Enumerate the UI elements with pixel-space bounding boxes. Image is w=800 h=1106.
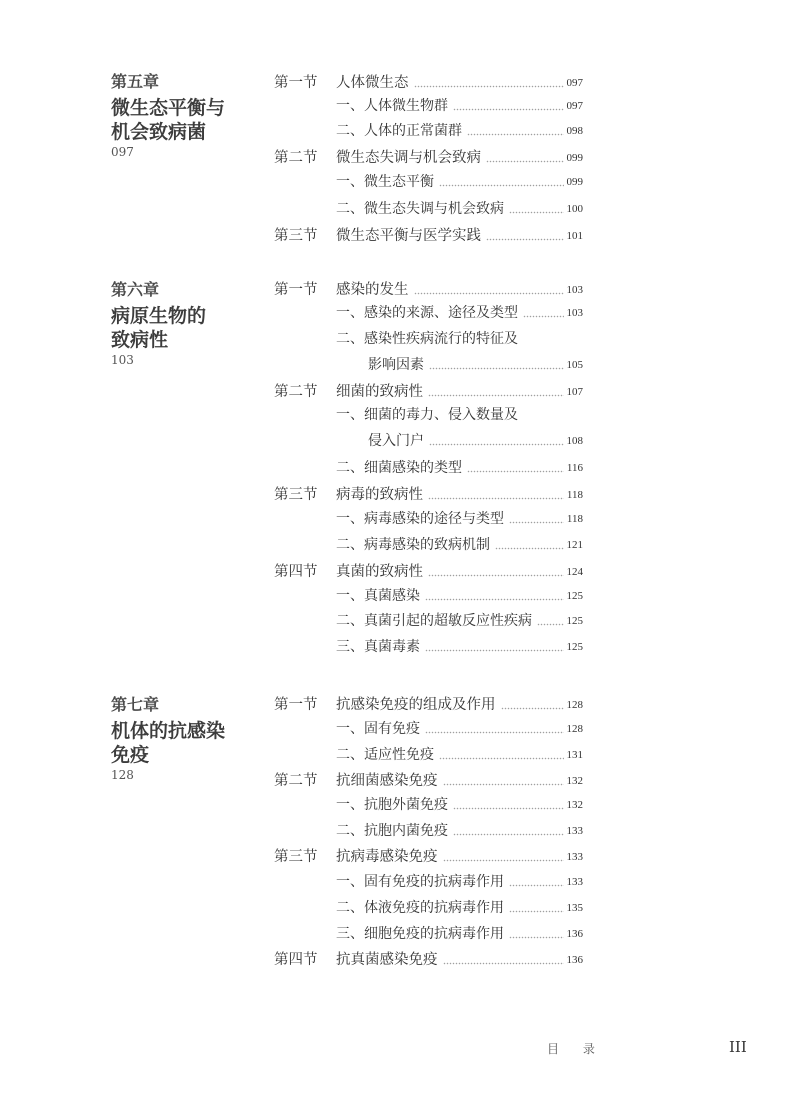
entry-title: 抗感染免疫的组成及作用 (336, 697, 496, 713)
dot-leader (467, 470, 564, 473)
dot-leader (428, 394, 564, 397)
chapter-title-line: 机体的抗感染 (111, 720, 226, 742)
dot-leader (486, 160, 564, 163)
chapter-title-line: 微生态平衡与 (111, 97, 226, 119)
toc-entry (336, 821, 583, 841)
toc-entry (336, 199, 583, 219)
chapter-number: 第五章 (111, 72, 160, 91)
entry-page-number: 101 (566, 230, 583, 242)
toc-entry (336, 280, 583, 300)
chapter-number: 第七章 (111, 695, 160, 714)
toc-entry (336, 847, 583, 867)
entry-title: 真菌的致病性 (336, 564, 423, 580)
chapter-number: 第六章 (111, 280, 160, 299)
dot-leader (537, 623, 564, 626)
entry-page-number: 116 (566, 462, 583, 474)
entry-title: 微生态失调与机会致病 (336, 150, 481, 166)
dot-leader (495, 547, 564, 550)
toc-section-row[interactable] (0, 280, 800, 300)
entry-title: 二、体液免疫的抗病毒作用 (336, 900, 504, 916)
entry-page-number: 133 (566, 876, 583, 888)
toc-entry-row[interactable] (0, 637, 800, 657)
entry-page-number: 118 (566, 513, 583, 525)
entry-page-number: 132 (566, 775, 583, 787)
dot-leader (439, 757, 564, 760)
entry-page-number: 136 (566, 928, 583, 940)
dot-leader (486, 238, 564, 241)
entry-page-number: 133 (566, 851, 583, 863)
entry-title: 二、人体的正常菌群 (336, 123, 462, 139)
toc-entry (336, 795, 583, 815)
toc-entry-row[interactable] (0, 96, 800, 116)
entry-page-number: 121 (566, 539, 583, 551)
toc-entry (336, 924, 583, 944)
entry-page-number: 124 (566, 566, 583, 578)
toc-entry-row[interactable] (0, 303, 800, 323)
dot-leader (509, 884, 564, 887)
dot-leader (425, 598, 564, 601)
toc-entry (368, 355, 583, 375)
dot-leader (523, 315, 564, 318)
entry-title: 二、真菌引起的超敏反应性疾病 (336, 613, 532, 629)
toc-entry-row[interactable] (0, 509, 800, 529)
dot-leader (439, 184, 564, 187)
entry-page-number: 097 (566, 77, 583, 89)
entry-page-number: 128 (566, 723, 583, 735)
dot-leader (453, 108, 564, 111)
entry-title: 二、感染性疾病流行的特征及 (336, 331, 518, 347)
toc-entry-row[interactable] (0, 924, 800, 944)
toc-entry-row[interactable] (0, 405, 800, 425)
toc-section-row[interactable] (0, 562, 800, 582)
toc-entry (336, 303, 583, 323)
dot-leader (425, 731, 564, 734)
toc-entry (368, 431, 583, 451)
chapter-page-number: 128 (111, 768, 134, 782)
entry-page-number: 133 (566, 825, 583, 837)
entry-page-number: 125 (566, 641, 583, 653)
toc-section-row[interactable] (0, 73, 800, 93)
section-label: 第一节 (274, 697, 318, 713)
toc-entry-row[interactable] (0, 719, 800, 739)
entry-title: 三、真菌毒素 (336, 639, 420, 655)
dot-leader (453, 833, 564, 836)
toc-entry (336, 382, 583, 402)
toc-entry (336, 535, 583, 555)
footer-page-number: III (729, 1038, 747, 1056)
entry-page-number: 131 (566, 749, 583, 761)
entry-title: 微生态平衡与医学实践 (336, 228, 481, 244)
toc-entry (336, 771, 583, 791)
section-label: 第四节 (274, 564, 318, 580)
toc-entry (336, 611, 583, 631)
entry-page-number: 107 (566, 386, 583, 398)
entry-page-number: 103 (566, 284, 583, 296)
toc-entry (336, 562, 583, 582)
dot-leader (443, 859, 564, 862)
entry-page-number: 103 (566, 307, 583, 319)
section-label: 第一节 (274, 75, 318, 91)
toc-entry (336, 96, 583, 116)
chapter-page-number: 097 (111, 145, 134, 159)
toc-entry-row[interactable] (0, 611, 800, 631)
entry-title: 二、细菌感染的类型 (336, 460, 462, 476)
dot-leader (414, 85, 564, 88)
entry-title: 一、微生态平衡 (336, 174, 434, 190)
entry-page-number: 108 (566, 435, 583, 447)
entry-page-number: 135 (566, 902, 583, 914)
toc-entry (336, 695, 583, 715)
entry-page-number: 125 (566, 615, 583, 627)
entry-page-number: 125 (566, 590, 583, 602)
entry-page-number: 105 (566, 359, 583, 371)
toc-entry-row[interactable] (0, 821, 800, 841)
dot-leader (509, 936, 564, 939)
entry-title: 人体微生态 (336, 75, 409, 91)
toc-section-row[interactable] (0, 695, 800, 715)
toc-section-row[interactable] (0, 771, 800, 791)
toc-entry-row[interactable] (0, 172, 800, 192)
toc-entry (336, 637, 583, 657)
toc-entry (336, 950, 583, 970)
toc-entry (336, 509, 583, 529)
entry-title: 细菌的致病性 (336, 384, 423, 400)
entry-title: 病毒的致病性 (336, 487, 423, 503)
chapter-title-line: 致病性 (111, 329, 169, 351)
dot-leader (425, 649, 564, 652)
section-label: 第三节 (274, 228, 318, 244)
entry-title: 一、人体微生物群 (336, 98, 448, 114)
dot-leader (509, 211, 564, 214)
section-label: 第三节 (274, 849, 318, 865)
entry-page-number: 097 (566, 100, 583, 112)
entry-title: 一、感染的来源、途径及类型 (336, 305, 518, 321)
dot-leader (443, 962, 564, 965)
toc-entry-row[interactable] (0, 458, 800, 478)
entry-page-number: 100 (566, 203, 583, 215)
dot-leader (443, 783, 564, 786)
toc-section-row[interactable] (0, 950, 800, 970)
toc-entry (336, 745, 583, 765)
dot-leader (428, 574, 564, 577)
toc-entry-row[interactable] (0, 795, 800, 815)
entry-title: 侵入门户 (368, 433, 424, 449)
dot-leader (509, 910, 564, 913)
entry-title: 一、抗胞外菌免疫 (336, 797, 448, 813)
toc-entry (336, 485, 583, 505)
entry-title: 一、固有免疫 (336, 721, 420, 737)
toc-entry (336, 148, 583, 168)
entry-title: 抗真菌感染免疫 (336, 952, 438, 968)
toc-entry-row[interactable] (0, 586, 800, 606)
toc-entry (336, 329, 583, 349)
chapter-title-line: 机会致病菌 (111, 121, 207, 143)
entry-page-number: 132 (566, 799, 583, 811)
dot-leader (467, 133, 564, 136)
footer-label: 目 录 (547, 1042, 605, 1056)
toc-entry (336, 405, 583, 425)
dot-leader (429, 367, 564, 370)
entry-page-number: 136 (566, 954, 583, 966)
toc-section-row[interactable] (0, 847, 800, 867)
section-label: 第三节 (274, 487, 318, 503)
toc-entry (336, 73, 583, 93)
entry-title: 感染的发生 (336, 282, 409, 298)
entry-page-number: 099 (566, 152, 583, 164)
dot-leader (429, 443, 564, 446)
chapter-title-line: 病原生物的 (111, 305, 207, 327)
dot-leader (414, 292, 564, 295)
dot-leader (453, 807, 564, 810)
toc-section-row[interactable] (0, 226, 800, 246)
entry-title: 抗细菌感染免疫 (336, 773, 438, 789)
entry-page-number: 128 (566, 699, 583, 711)
toc-entry (336, 586, 583, 606)
toc-entry-row[interactable] (0, 199, 800, 219)
entry-title: 一、细菌的毒力、侵入数量及 (336, 407, 518, 423)
dot-leader (501, 707, 564, 710)
entry-title: 二、适应性免疫 (336, 747, 434, 763)
entry-page-number: 099 (566, 176, 583, 188)
toc-section-row[interactable] (0, 382, 800, 402)
toc-entry-row[interactable] (0, 898, 800, 918)
entry-title: 一、真菌感染 (336, 588, 420, 604)
entry-title: 二、微生态失调与机会致病 (336, 201, 504, 217)
toc-entry-row[interactable] (0, 745, 800, 765)
toc-entry-row[interactable] (0, 329, 800, 349)
entry-title: 一、固有免疫的抗病毒作用 (336, 874, 504, 890)
toc-entry (336, 898, 583, 918)
section-label: 第二节 (274, 384, 318, 400)
chapter-title-line: 免疫 (111, 744, 150, 766)
entry-title: 抗病毒感染免疫 (336, 849, 438, 865)
toc-entry-row[interactable] (0, 355, 800, 375)
entry-title: 二、病毒感染的致病机制 (336, 537, 490, 553)
toc-entry (336, 172, 583, 192)
entry-title: 二、抗胞内菌免疫 (336, 823, 448, 839)
section-label: 第四节 (274, 952, 318, 968)
toc-entry-row[interactable] (0, 872, 800, 892)
entry-page-number: 098 (566, 125, 583, 137)
dot-leader (428, 497, 564, 500)
toc-section-row[interactable] (0, 485, 800, 505)
entry-title: 影响因素 (368, 357, 424, 373)
section-label: 第二节 (274, 773, 318, 789)
toc-section-row[interactable] (0, 148, 800, 168)
toc-entry (336, 458, 583, 478)
section-label: 第一节 (274, 282, 318, 298)
entry-title: 三、细胞免疫的抗病毒作用 (336, 926, 504, 942)
entry-title: 一、病毒感染的途径与类型 (336, 511, 504, 527)
toc-entry (336, 719, 583, 739)
dot-leader (509, 521, 564, 524)
toc-entry (336, 226, 583, 246)
toc-entry-row[interactable] (0, 431, 800, 451)
toc-entry-row[interactable] (0, 121, 800, 141)
toc-entry (336, 121, 583, 141)
entry-page-number: 118 (566, 489, 583, 501)
section-label: 第二节 (274, 150, 318, 166)
chapter-page-number: 103 (111, 353, 134, 367)
toc-entry-row[interactable] (0, 535, 800, 555)
toc-entry (336, 872, 583, 892)
